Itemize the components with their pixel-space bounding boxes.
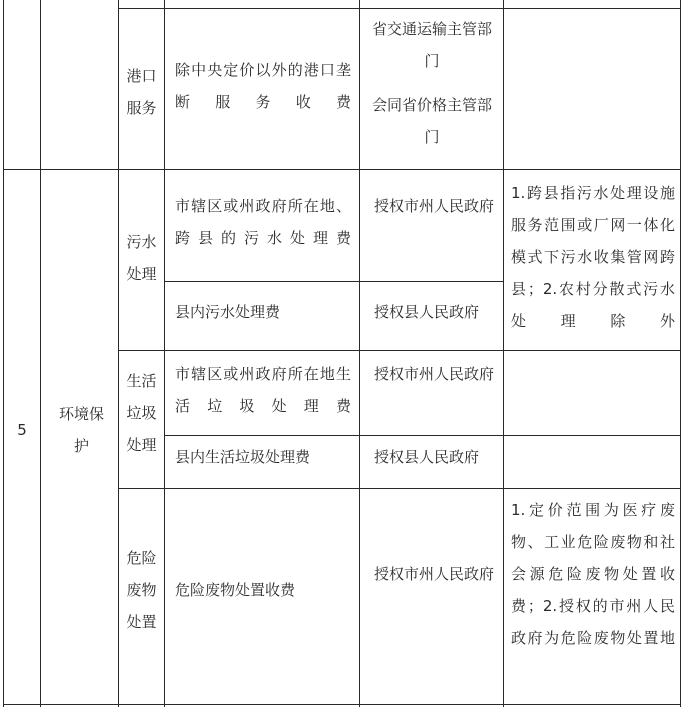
item-sewage-county: 县内污水处理费 — [175, 303, 281, 321]
dept-sewage-city: 授权市州人民政府 — [374, 197, 495, 215]
item-garbage-city: 市辖区或州政府所在地生活垃圾处理费 — [175, 365, 351, 415]
dept-garbage-city: 授权市州人民政府 — [374, 365, 495, 383]
note-sewage: 1.跨县指污水处理设施服务范围或厂网一体化模式下污水收集管网跨县；2.农村分散式污水处理除外 — [511, 184, 675, 330]
dept-port-line1: 省交通运输主管部门 — [371, 20, 492, 70]
item-hazardous: 危险废物处置收费 — [175, 581, 296, 599]
category-sewage: 污水处理 — [126, 233, 157, 283]
category-port: 港口服务 — [126, 67, 157, 117]
note-hazardous: 1.定价范围为医疗废物、工业危险废物和社会源危险废物处置收费；2.授权的市州人民政府为危险废物处置地 — [511, 501, 675, 647]
item-port: 除中央定价以外的港口垄断服务收费 — [175, 61, 351, 111]
item-sewage-city: 市辖区或州政府所在地、跨县的污水处理费 — [175, 197, 351, 247]
row-index: 5 — [17, 421, 27, 439]
dept-garbage-county: 授权县人民政府 — [374, 448, 480, 466]
dept-port-line2: 会同省价格主管部门 — [371, 96, 492, 146]
item-garbage-county: 县内生活垃圾处理费 — [175, 448, 311, 466]
domain-environment: 环境保护 — [58, 405, 104, 455]
dept-sewage-county: 授权县人民政府 — [374, 303, 480, 321]
category-hazardous: 危险废物处置 — [126, 549, 157, 631]
category-garbage: 生活垃圾处理 — [126, 372, 157, 454]
dept-hazardous: 授权市州人民政府 — [374, 565, 495, 583]
